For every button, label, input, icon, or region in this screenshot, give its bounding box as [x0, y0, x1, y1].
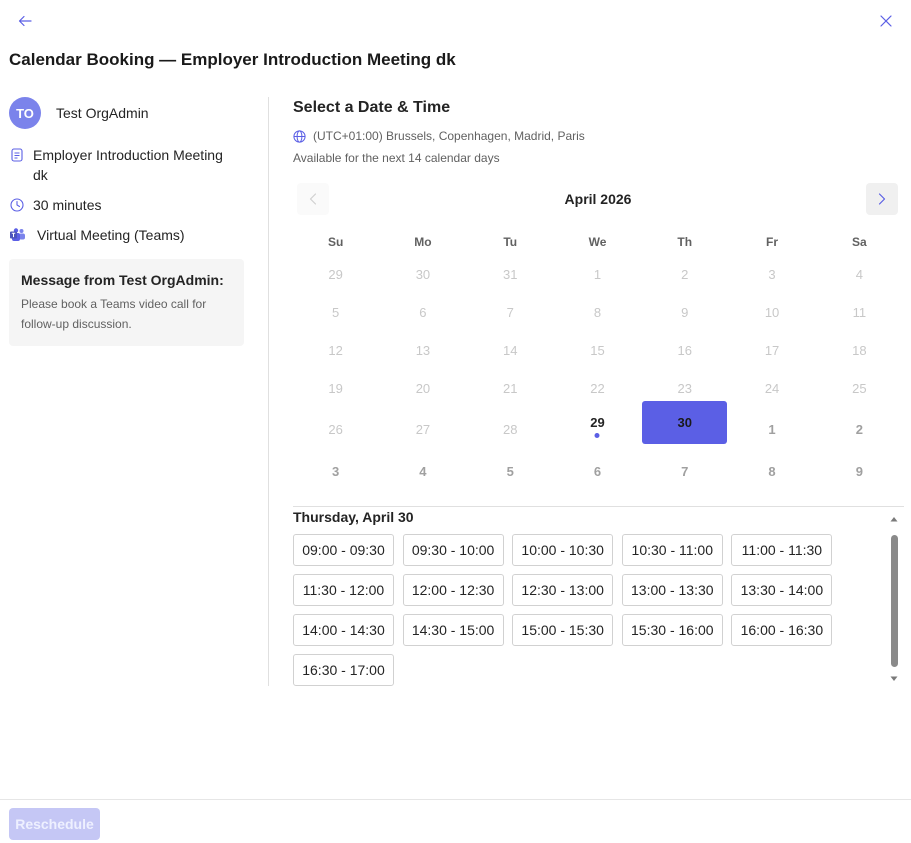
document-icon	[9, 145, 25, 165]
day-number: 23	[677, 380, 692, 396]
weekday-header	[292, 229, 903, 255]
meeting-title: Employer Introduction Meeting dk	[33, 147, 223, 183]
day-number: 30	[677, 414, 692, 430]
timezone-label: (UTC+01:00) Brussels, Copenhagen, Madrid, Paris	[313, 129, 585, 143]
day-number: 6	[593, 463, 602, 479]
day-number: 10	[764, 304, 780, 320]
day-number: 5	[332, 304, 340, 320]
day-cell	[728, 255, 815, 293]
time-slot-button[interactable]: 14:30 - 15:00	[403, 614, 504, 646]
day-number: 14	[502, 342, 518, 358]
day-number: 3	[332, 463, 340, 479]
avatar: TO	[9, 97, 41, 129]
day-cell	[467, 369, 554, 407]
next-month-button[interactable]	[866, 183, 898, 215]
time-slot-button[interactable]: 15:00 - 15:30	[512, 614, 613, 646]
day-cell	[379, 293, 466, 331]
day-cell	[554, 331, 641, 369]
clock-icon	[9, 195, 25, 215]
month-label: April 2026	[564, 191, 632, 207]
time-slot-button[interactable]: 11:00 - 11:30	[731, 534, 832, 566]
day-number: 22	[590, 380, 605, 396]
availability-note: Available for the next 14 calendar days	[293, 151, 500, 165]
meeting-title-row	[9, 145, 245, 185]
day-cell	[554, 293, 641, 331]
day-number: 12	[328, 342, 343, 358]
timezone-row	[293, 127, 899, 145]
day-number: 11	[852, 304, 867, 320]
day-cell	[379, 407, 466, 452]
day-cell	[292, 452, 379, 490]
time-slot-button[interactable]: 16:30 - 17:00	[293, 654, 394, 686]
time-slot-button[interactable]: 09:30 - 10:00	[403, 534, 504, 566]
day-number: 13	[415, 342, 431, 358]
day-number: 31	[502, 266, 518, 282]
time-slot-button[interactable]: 10:30 - 11:00	[622, 534, 723, 566]
weekday-tu: Tu	[503, 235, 518, 249]
triangle-down-icon	[889, 674, 899, 684]
time-slot-button[interactable]: 14:00 - 14:30	[293, 614, 394, 646]
day-number: 2	[681, 266, 689, 282]
time-slot-button[interactable]: 13:30 - 14:00	[731, 574, 832, 606]
time-slot-button[interactable]: 12:00 - 12:30	[403, 574, 504, 606]
scrollbar-thumb[interactable]	[891, 535, 898, 667]
day-number: 30	[415, 266, 431, 282]
time-slot-button[interactable]: 10:00 - 10:30	[512, 534, 613, 566]
host-row	[9, 97, 245, 129]
time-slot-button[interactable]: 11:30 - 12:00	[293, 574, 394, 606]
day-number: 4	[855, 266, 863, 282]
day-number: 5	[506, 463, 514, 479]
day-number: 1	[593, 266, 602, 282]
week-row	[292, 407, 903, 452]
day-cell	[816, 452, 903, 490]
day-cell	[292, 331, 379, 369]
weekday-mo: Mo	[414, 235, 432, 249]
day-number: 15	[590, 342, 605, 358]
column-divider	[268, 97, 269, 686]
day-cell	[816, 255, 903, 293]
day-number: 20	[415, 380, 431, 396]
weekday-th: Th	[677, 235, 693, 249]
close-icon	[880, 15, 892, 27]
day-number: 27	[415, 422, 431, 437]
day-cell-today[interactable]	[554, 413, 641, 431]
day-cell	[728, 452, 815, 490]
close-button[interactable]	[872, 7, 900, 35]
day-cell-selected[interactable]	[641, 413, 728, 431]
time-slot-button[interactable]: 13:00 - 13:30	[622, 574, 723, 606]
scroll-down-arrow[interactable]	[889, 671, 899, 681]
week-row	[292, 452, 903, 490]
meeting-location: Virtual Meeting (Teams)	[37, 227, 185, 243]
day-number: 26	[328, 422, 343, 437]
day-number: 6	[419, 304, 427, 320]
today-indicator	[595, 433, 600, 438]
day-number: 8	[768, 463, 776, 479]
day-cell	[728, 331, 815, 369]
day-number: 7	[506, 304, 514, 320]
day-cell	[641, 452, 728, 490]
day-cell	[467, 293, 554, 331]
date-time-picker	[293, 97, 899, 169]
day-cell	[816, 407, 903, 452]
weekday-sa: Sa	[851, 235, 867, 249]
day-cell	[467, 255, 554, 293]
week-row	[292, 331, 903, 369]
day-number: 25	[852, 380, 867, 396]
day-number: 24	[764, 380, 780, 396]
day-cell	[728, 407, 815, 452]
day-number: 2	[855, 422, 863, 437]
day-number: 1	[768, 422, 776, 437]
previous-month-button[interactable]	[297, 183, 329, 215]
day-number: 18	[852, 342, 867, 358]
day-cell	[379, 255, 466, 293]
day-cell	[467, 331, 554, 369]
chevron-right-icon	[878, 193, 886, 205]
picker-title: Select a Date & Time	[293, 99, 451, 116]
day-cell	[816, 293, 903, 331]
location-row	[9, 225, 245, 245]
footer-divider	[0, 799, 911, 800]
day-number: 4	[419, 463, 427, 479]
weekday-fr: Fr	[766, 235, 779, 249]
day-number: 3	[768, 266, 776, 282]
time-slot-button[interactable]: 15:30 - 16:00	[622, 614, 723, 646]
host-name: Test OrgAdmin	[56, 105, 149, 121]
top-bar	[0, 0, 911, 42]
day-cell	[728, 369, 815, 407]
week-row	[292, 293, 903, 331]
host-message-text: Please book a Teams video call for follow-up discussion.	[21, 297, 207, 331]
day-cell	[641, 331, 728, 369]
meeting-details	[9, 97, 245, 346]
time-slot-button[interactable]: 09:00 - 09:30	[293, 534, 394, 566]
time-slots	[293, 534, 853, 694]
host-message	[9, 259, 244, 346]
day-cell	[554, 255, 641, 293]
day-number: 19	[328, 380, 343, 396]
day-number: 28	[502, 422, 518, 437]
day-cell	[816, 369, 903, 407]
reschedule-button[interactable]: Reschedule	[9, 808, 100, 840]
calendar-weeks	[292, 255, 903, 490]
day-number: 9	[681, 304, 689, 320]
day-cell	[292, 369, 379, 407]
day-number: 16	[677, 342, 692, 358]
day-cell	[292, 293, 379, 331]
triangle-up-icon	[889, 514, 899, 524]
arrow-left-icon	[18, 14, 32, 28]
teams-icon	[9, 225, 27, 245]
time-slot-button[interactable]: 16:00 - 16:30	[731, 614, 832, 646]
day-number: 8	[593, 304, 602, 320]
day-cell	[292, 255, 379, 293]
week-row	[292, 255, 903, 293]
slots-divider	[293, 506, 904, 507]
selected-date-label: Thursday, April 30	[293, 509, 414, 525]
day-cell	[379, 331, 466, 369]
weekday-we: We	[588, 235, 607, 249]
day-number: 29	[590, 414, 605, 430]
globe-icon	[293, 129, 307, 143]
time-slot-button[interactable]: 12:30 - 13:00	[512, 574, 613, 606]
host-message-title: Message from Test OrgAdmin:	[21, 272, 224, 288]
day-cell	[379, 369, 466, 407]
scroll-up-arrow[interactable]	[889, 511, 899, 521]
day-cell	[379, 452, 466, 490]
duration-row	[9, 195, 245, 215]
back-button[interactable]	[11, 7, 39, 35]
day-cell	[467, 452, 554, 490]
day-cell	[467, 407, 554, 452]
calendar-header	[293, 183, 899, 215]
day-cell	[554, 452, 641, 490]
meeting-duration: 30 minutes	[33, 197, 102, 213]
page-title: Calendar Booking — Employer Introduction Meeting dk	[9, 50, 456, 69]
day-cell	[292, 407, 379, 452]
day-cell	[728, 293, 815, 331]
day-cell	[641, 255, 728, 293]
day-number: 29	[328, 266, 343, 282]
calendar-grid	[292, 229, 903, 490]
weekday-su: Su	[327, 235, 344, 249]
day-number: 9	[855, 463, 863, 479]
day-number: 7	[681, 463, 689, 479]
chevron-left-icon	[309, 193, 317, 205]
day-cell	[816, 331, 903, 369]
day-number: 21	[502, 380, 518, 396]
day-cell	[641, 293, 728, 331]
day-number: 17	[764, 342, 780, 358]
